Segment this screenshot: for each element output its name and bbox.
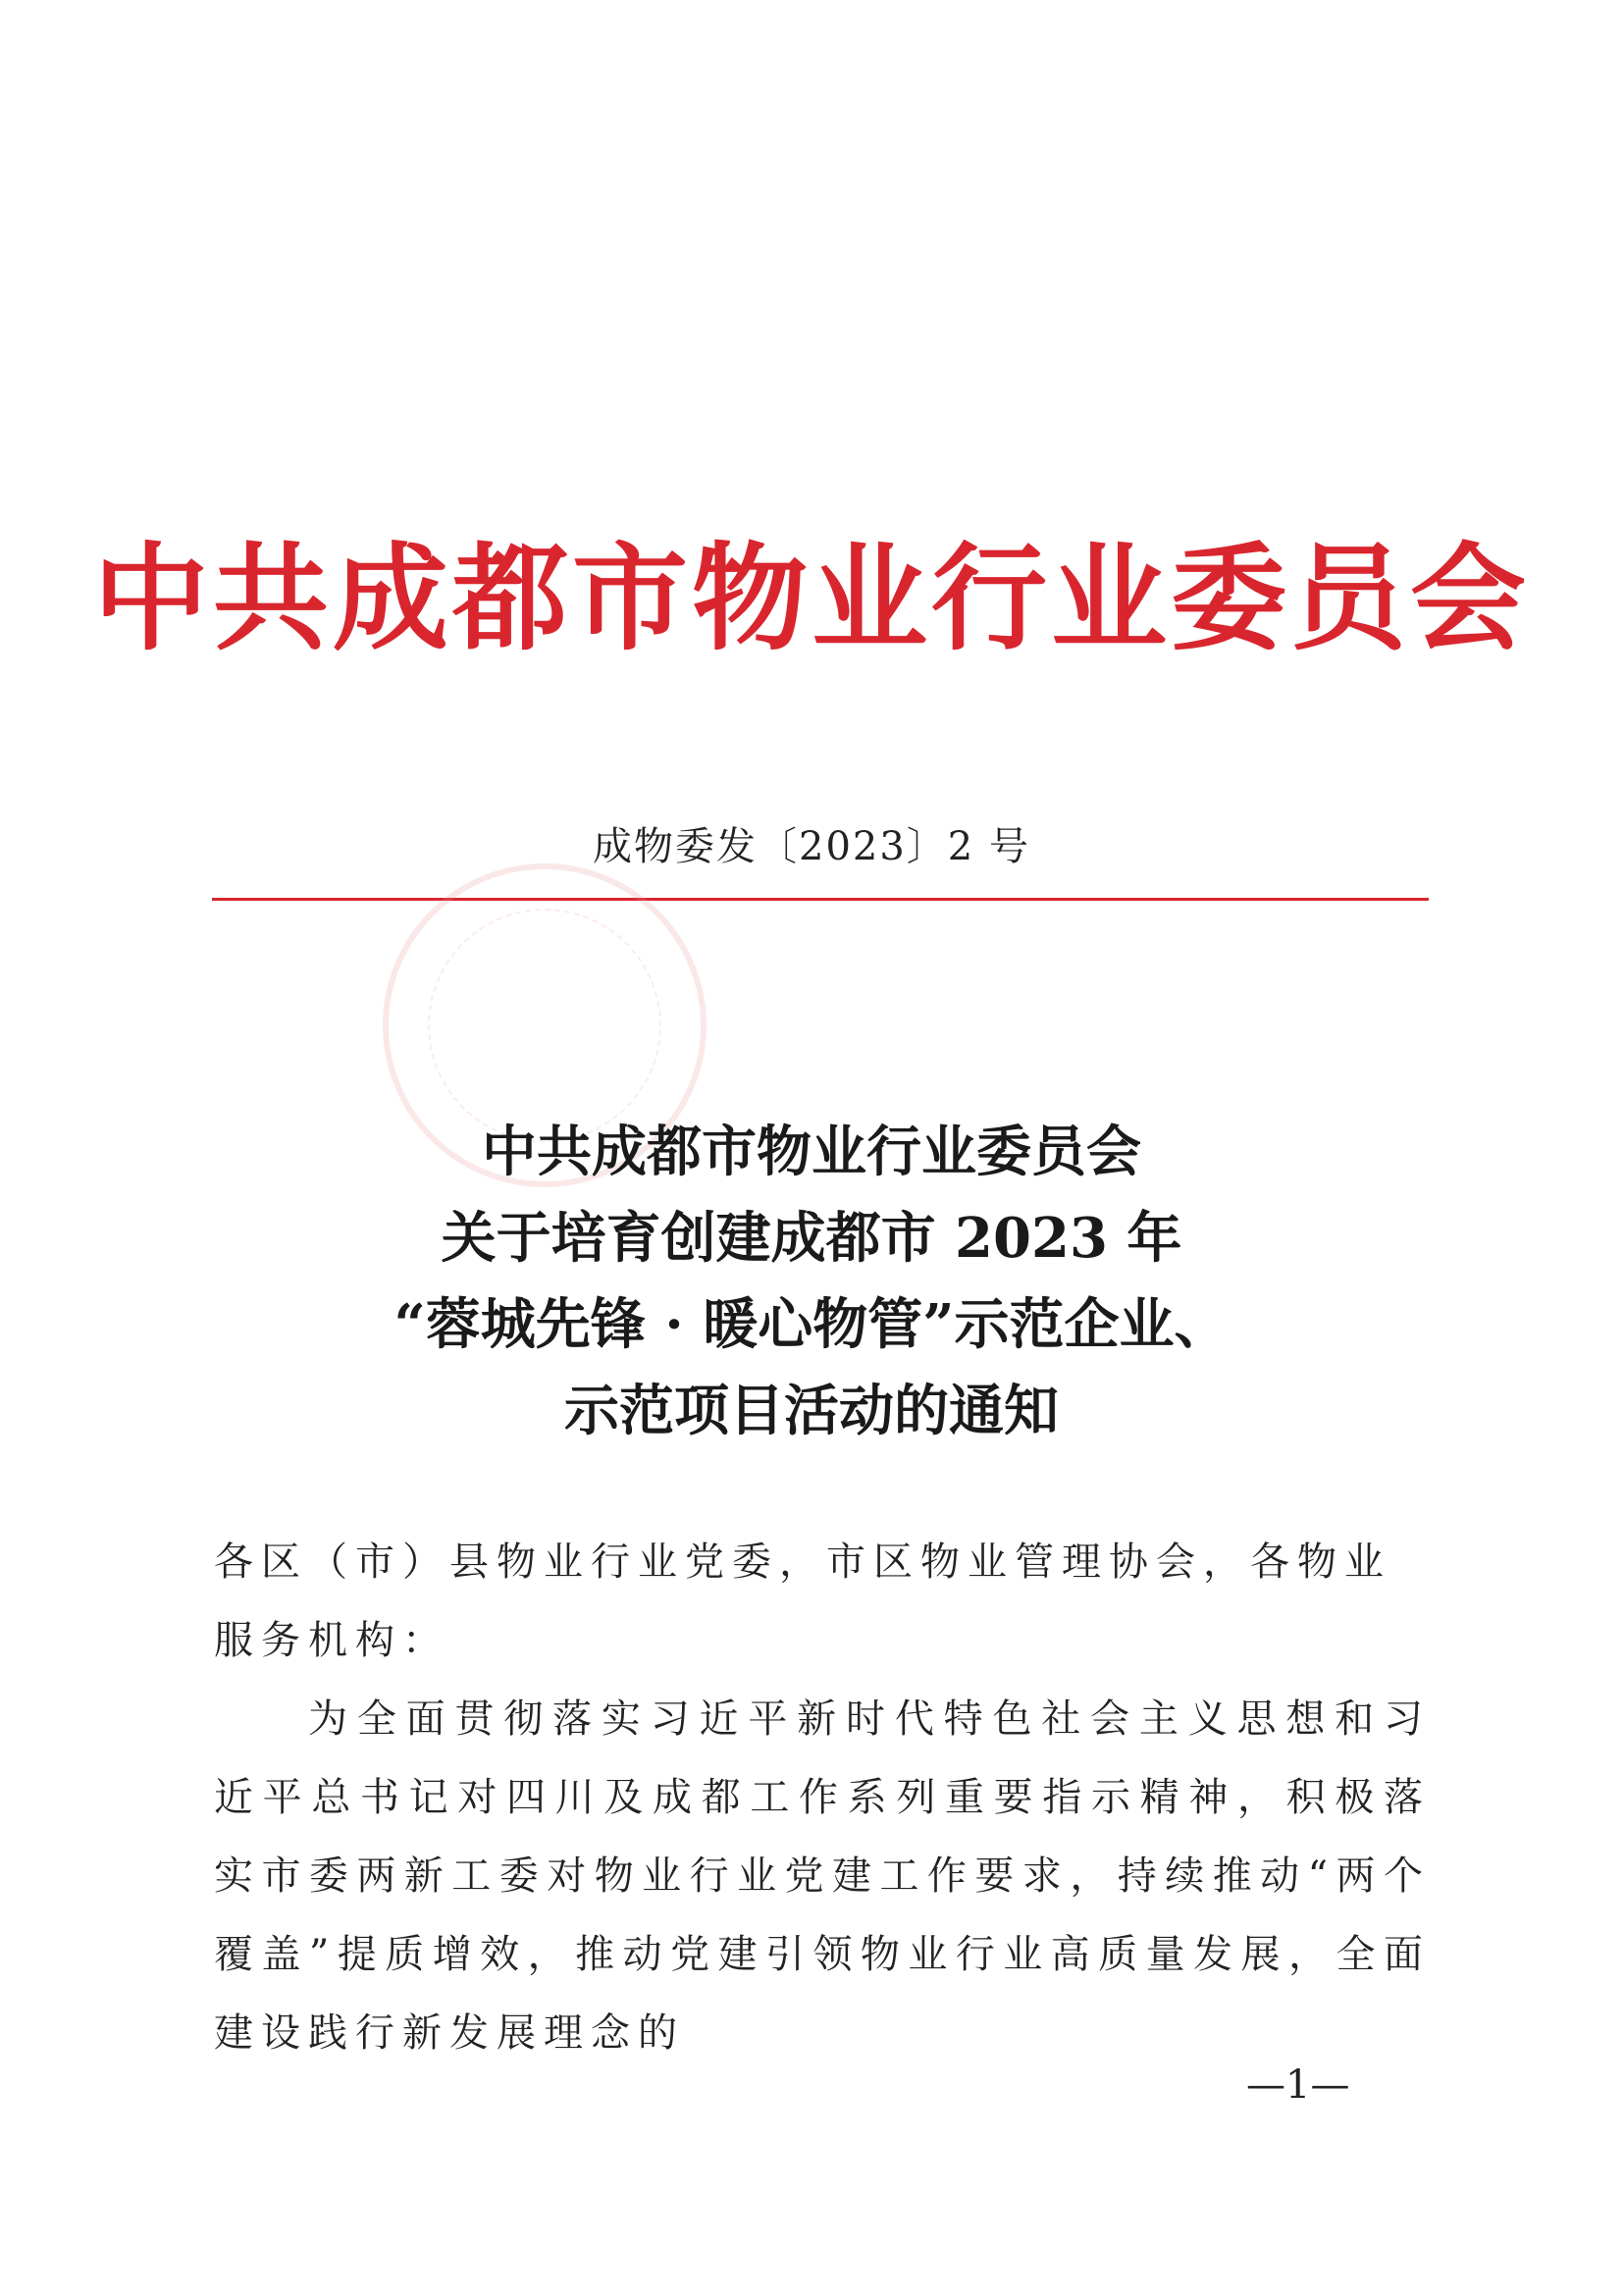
- document-title: [0, 1109, 1623, 1454]
- title-line-3: “蓉城先锋 · 暖心物管”示范企业、: [393, 1292, 1230, 1357]
- issuing-organization-header: 中共成都市物业行业委员会: [92, 530, 1530, 666]
- header-red-divider: [212, 898, 1429, 901]
- document-number: 成物委发〔2023〕2 号: [593, 824, 1030, 869]
- title-line-2: 关于培育创建成都市 2023 年: [441, 1206, 1182, 1271]
- title-line-1: 中共成都市物业行业委员会: [482, 1120, 1141, 1184]
- page-number: —1—: [1246, 2062, 1350, 2108]
- body-paragraph: 为全面贯彻落实习近平新时代特色社会主义思想和习近平总书记对四川及成都工作系列重要指示精神，积极落实市委两新工委对物业行业党建工作要求，持续推动“两个覆盖”提质增效，推动党建引领物业行业高质量发展，全面建设践行新发展理念的: [214, 1696, 1431, 2056]
- title-line-4: 示范项目活动的通知: [564, 1379, 1059, 1443]
- seal-inner-ring: [428, 909, 661, 1142]
- recipients-salutation: 各区（市）县物业行业党委，市区物业管理协会，各物业服务机构：: [214, 1539, 1391, 1663]
